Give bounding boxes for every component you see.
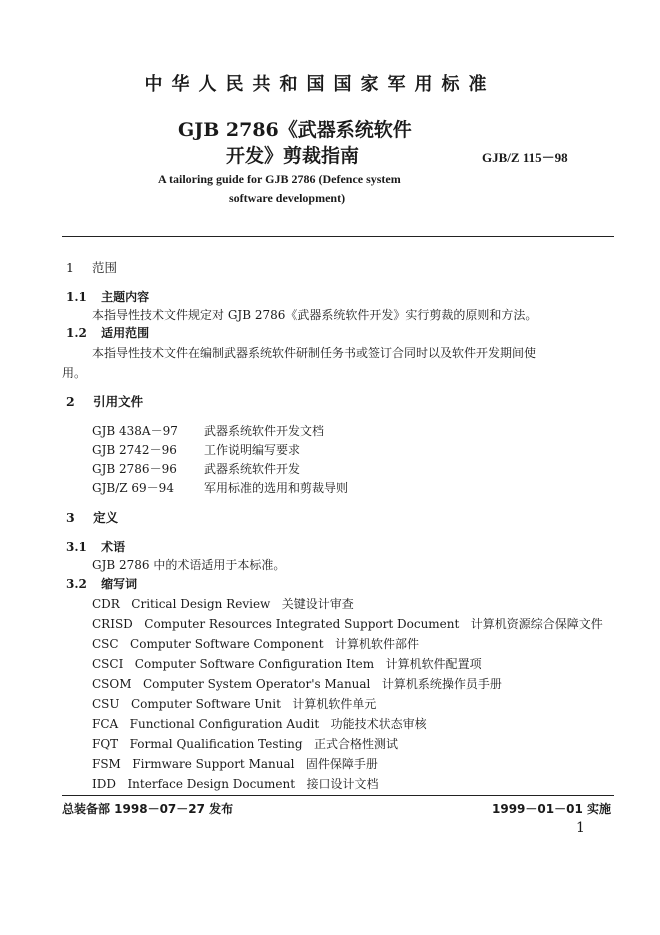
abbreviation-item bbox=[92, 595, 354, 612]
document-title-line2: 开发》剪裁指南 bbox=[226, 145, 360, 167]
abbreviation-english: Critical Design Review bbox=[131, 597, 271, 611]
header-divider bbox=[62, 236, 614, 237]
section-number: 1 bbox=[66, 260, 74, 275]
reference-title: 武器系统软件开发 bbox=[204, 462, 301, 476]
standard-name: 中华人民共和国国家军用标准 bbox=[144, 74, 496, 95]
abbreviation: FCA bbox=[92, 717, 119, 731]
paragraph-applicability-line2: 用。 bbox=[62, 366, 87, 380]
section-title: 适用范围 bbox=[101, 326, 150, 340]
english-title-line1: A tailoring guide for GJB 2786 (Defence system bbox=[158, 172, 401, 186]
abbreviation: CSCI bbox=[92, 657, 124, 671]
abbreviation: CSC bbox=[92, 637, 119, 651]
abbreviation: CDR bbox=[92, 597, 120, 611]
abbreviation-item bbox=[92, 695, 376, 712]
reference-code: GJB 2786－96 bbox=[92, 462, 177, 476]
section-2-heading bbox=[66, 392, 143, 410]
abbreviation: IDD bbox=[92, 777, 116, 791]
abbreviation-english: Formal Qualification Testing bbox=[129, 737, 303, 751]
abbreviation: CSU bbox=[92, 697, 120, 711]
abbreviation-item bbox=[92, 715, 427, 732]
section-1-2-heading bbox=[66, 324, 149, 341]
section-title: 术语 bbox=[101, 540, 126, 554]
page-number: 1 bbox=[576, 820, 585, 836]
reference-code: GJB 2742－96 bbox=[92, 443, 177, 457]
abbreviation-chinese: 固件保障手册 bbox=[305, 757, 378, 771]
section-number: 1.1 bbox=[66, 290, 87, 304]
english-title-line2: software development) bbox=[229, 191, 346, 205]
abbreviation-english: Computer System Operator's Manual bbox=[142, 677, 371, 691]
section-number: 3 bbox=[66, 510, 75, 525]
reference-item bbox=[92, 441, 300, 458]
effective-date: 1999－01－01 实施 bbox=[492, 802, 611, 816]
section-title: 引用文件 bbox=[93, 394, 144, 409]
reference-code: GJB/Z 69－94 bbox=[92, 481, 174, 495]
standard-code: GJB/Z 115－98 bbox=[482, 150, 568, 165]
abbreviation-item bbox=[92, 775, 379, 792]
abbreviation-english: Computer Software Component bbox=[130, 637, 324, 651]
paragraph-terms: GJB 2786 中的术语适用于本标准。 bbox=[92, 558, 286, 572]
reference-title: 军用标准的选用和剪裁导则 bbox=[204, 481, 349, 495]
abbreviation-english: Computer Software Configuration Item bbox=[134, 657, 375, 671]
reference-item bbox=[92, 479, 348, 496]
section-title: 缩写词 bbox=[101, 577, 138, 591]
abbreviation-item bbox=[92, 735, 398, 752]
abbreviation-chinese: 接口设计文档 bbox=[306, 777, 379, 791]
section-number: 2 bbox=[66, 394, 75, 409]
abbreviation-english: Functional Configuration Audit bbox=[129, 717, 320, 731]
reference-title: 武器系统软件开发文档 bbox=[204, 424, 325, 438]
abbreviation: CRISD bbox=[92, 617, 133, 631]
paragraph-applicability-line1: 本指导性技术文件在编制武器系统软件研制任务书或签订合同时以及软件开发期间使 bbox=[92, 346, 537, 360]
section-title: 主题内容 bbox=[101, 290, 150, 304]
abbreviation-english: Computer Software Unit bbox=[130, 697, 281, 711]
section-title: 范围 bbox=[91, 260, 117, 275]
abbreviation-item bbox=[92, 615, 603, 632]
abbreviation-chinese: 功能技术状态审核 bbox=[330, 717, 427, 731]
abbreviation-item bbox=[92, 655, 482, 672]
abbreviation-item bbox=[92, 635, 419, 652]
section-number: 1.2 bbox=[66, 326, 87, 340]
section-3-2-heading bbox=[66, 575, 137, 592]
abbreviation-english: Interface Design Document bbox=[127, 777, 296, 791]
abbreviation-chinese: 计算机系统操作员手册 bbox=[381, 677, 502, 691]
document-title-line1: GJB 2786《武器系统软件 bbox=[178, 119, 412, 141]
abbreviation-item bbox=[92, 675, 502, 692]
abbreviation-chinese: 计算机软件配置项 bbox=[385, 657, 482, 671]
section-1-1-heading bbox=[66, 288, 149, 305]
abbreviation: CSOM bbox=[92, 677, 132, 691]
abbreviation-english: Computer Resources Integrated Support Document bbox=[144, 617, 460, 631]
section-1-heading bbox=[66, 258, 117, 276]
abbreviation-item bbox=[92, 755, 378, 772]
abbreviation-english: Firmware Support Manual bbox=[132, 757, 295, 771]
reference-title: 工作说明编写要求 bbox=[204, 443, 301, 457]
paragraph-scope: 本指导性技术文件规定对 GJB 2786《武器系统软件开发》实行剪裁的原则和方法。 bbox=[92, 308, 538, 322]
abbreviation-chinese: 计算机软件部件 bbox=[335, 637, 420, 651]
reference-item bbox=[92, 422, 324, 439]
section-number: 3.2 bbox=[66, 577, 87, 591]
abbreviation-chinese: 计算机软件单元 bbox=[292, 697, 377, 711]
reference-item bbox=[92, 460, 300, 477]
section-3-1-heading bbox=[66, 538, 125, 555]
abbreviation-chinese: 关键设计审查 bbox=[281, 597, 354, 611]
section-number: 3.1 bbox=[66, 540, 87, 554]
abbreviation: FSM bbox=[92, 757, 121, 771]
section-title: 定义 bbox=[93, 510, 119, 525]
issue-date: 总装备部 1998－07－27 发布 bbox=[62, 802, 234, 816]
footer-divider bbox=[62, 795, 614, 796]
section-3-heading bbox=[66, 508, 118, 526]
abbreviation-chinese: 正式合格性测试 bbox=[314, 737, 399, 751]
abbreviation: FQT bbox=[92, 737, 119, 751]
reference-code: GJB 438A－97 bbox=[92, 424, 178, 438]
abbreviation-chinese: 计算机资源综合保障文件 bbox=[470, 617, 603, 631]
